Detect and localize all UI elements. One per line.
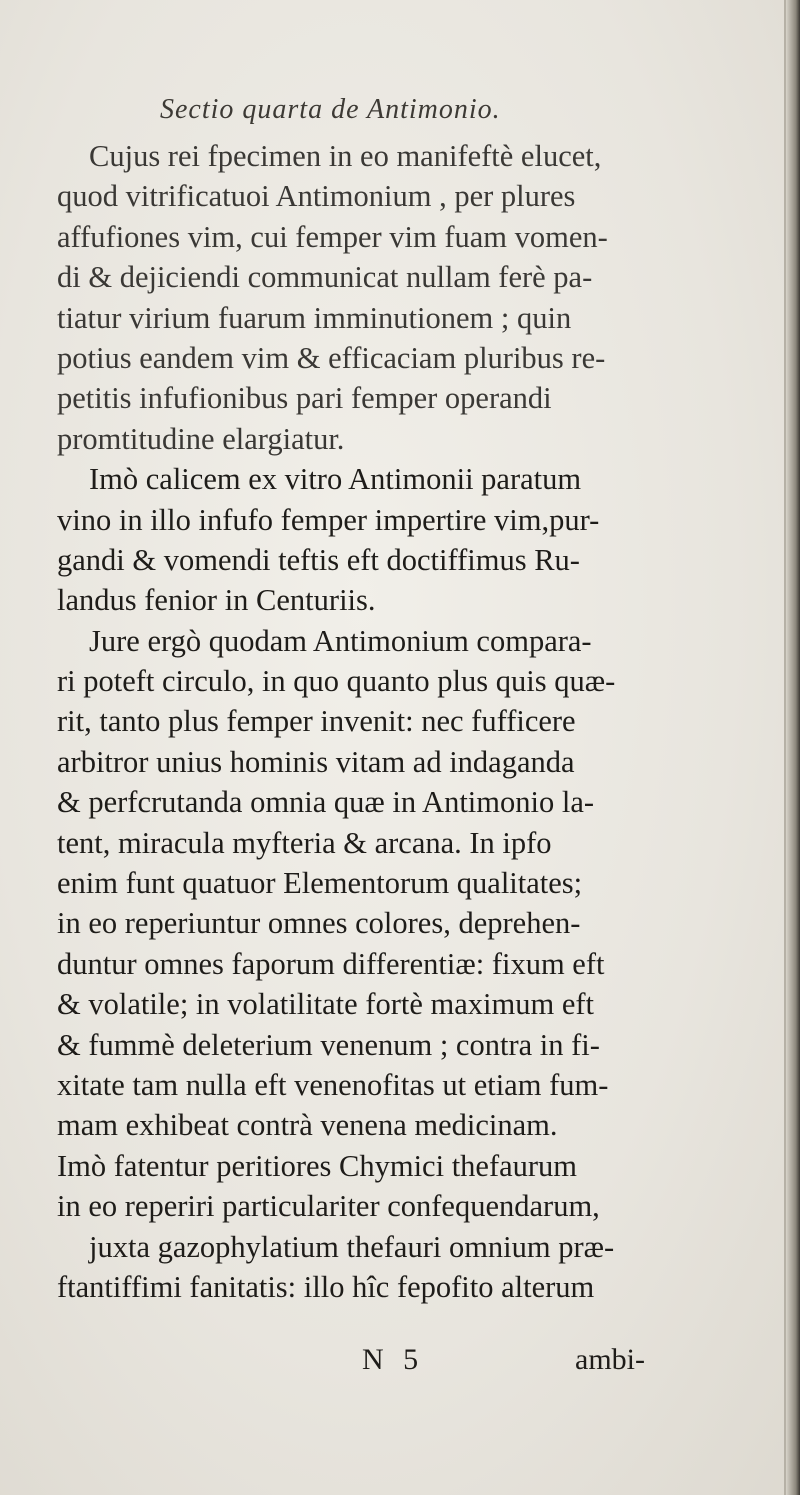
text-line: Cujus rei fpecimen in eo manifeftè elucet, bbox=[89, 139, 602, 173]
signature-mark: N 5 bbox=[362, 1343, 425, 1376]
body-text bbox=[57, 136, 757, 1307]
text-line: & perfcrutanda omnia quæ in Antimonio la- bbox=[57, 785, 595, 820]
text-line: potius eandem vim & efficaciam pluribus re- bbox=[57, 340, 606, 375]
text-line: in eo reperiri particulariter confequendarum, bbox=[57, 1189, 600, 1224]
text-line: Jure ergò quodam Antimonium compara- bbox=[89, 623, 592, 658]
text-line: tent, miracula myfteria & arcana. In ipfo bbox=[57, 825, 552, 860]
text-line: quod vitrificatuoi Antimonium , per plures bbox=[57, 179, 576, 214]
text-line: xitate tam nulla eft venenofitas ut etiam fum- bbox=[57, 1067, 609, 1102]
text-line: & volatile; in volatilitate fortè maximum eft bbox=[57, 987, 594, 1022]
text-line: Imò calicem ex vitro Antimonii paratum bbox=[89, 462, 582, 497]
text-line: gandi & vomendi teftis eft doctiffimus Ru- bbox=[57, 542, 580, 577]
text-line: arbitror unius hominis vitam ad indaganda bbox=[57, 744, 575, 779]
text-line: & fummè deleterium venenum ; contra in fi- bbox=[57, 1027, 600, 1062]
page-footer bbox=[362, 1343, 662, 1377]
text-line: vino in illo infufo femper impertire vim,pur- bbox=[57, 502, 600, 537]
text-line: promtitudine elargiatur. bbox=[57, 421, 345, 456]
text-line: mam exhibeat contrà venena medicinam. bbox=[57, 1108, 558, 1143]
text-line: tiatur virium fuarum imminutionem ; quin bbox=[57, 300, 572, 335]
text-line: rit, tanto plus femper invenit: nec fufficere bbox=[57, 704, 576, 739]
text-line: juxta gazophylatium thefauri omnium præ- bbox=[89, 1229, 615, 1264]
text-line: enim funt quatuor Elementorum qualitates; bbox=[57, 866, 583, 901]
text-line: ftantiffimi fanitatis: illo hîc fepofito alterum bbox=[57, 1269, 595, 1304]
text-line: landus fenior in Centuriis. bbox=[57, 583, 376, 618]
text-line: di & dejiciendi communicat nullam ferè pa- bbox=[57, 260, 593, 295]
catchword: ambi- bbox=[575, 1343, 645, 1376]
page-edge-shadow bbox=[786, 0, 800, 1495]
text-line: in eo reperiuntur omnes colores, deprehen- bbox=[57, 906, 581, 941]
running-head: Sectio quarta de Antimonio. bbox=[160, 94, 501, 125]
text-line: duntur omnes faporum differentiæ: fixum eft bbox=[57, 946, 605, 981]
text-line: petitis infufionibus pari femper operandi bbox=[57, 381, 552, 416]
text-line: Imò fatentur peritiores Chymici thefaurum bbox=[57, 1148, 578, 1183]
text-line: affufiones vim, cui femper vim fuam vomen- bbox=[57, 219, 608, 254]
text-line: ri poteft circulo, in quo quanto plus quis quæ- bbox=[57, 664, 616, 699]
